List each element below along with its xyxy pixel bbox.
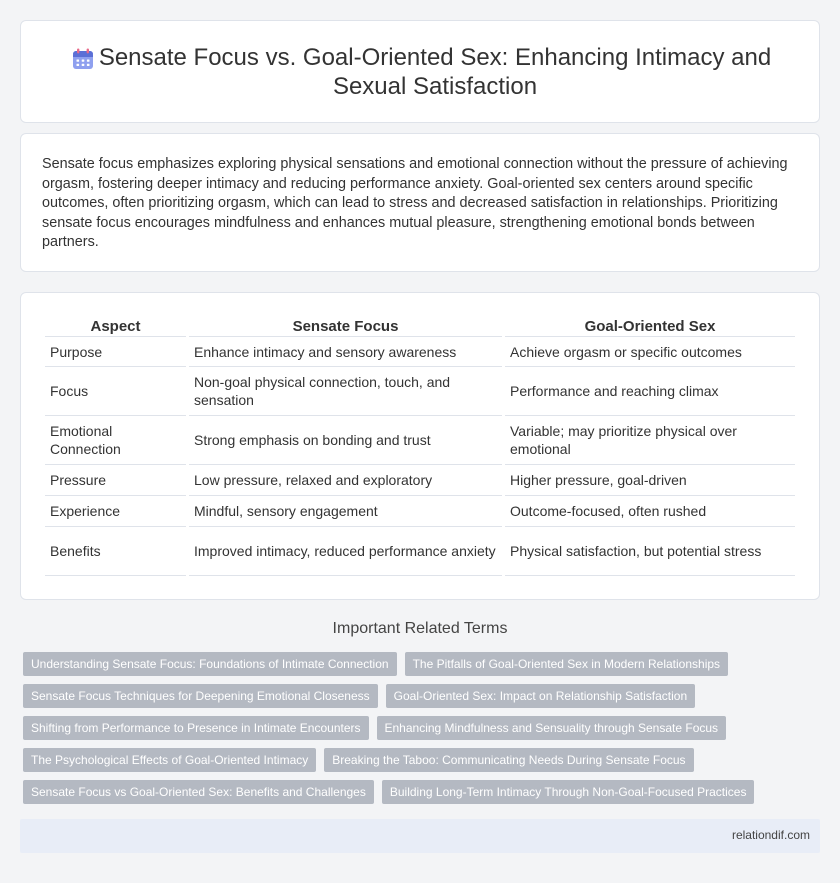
- table-row: [45, 527, 795, 576]
- comparison-table-card: [20, 292, 820, 600]
- table-header-row: [45, 316, 795, 337]
- row-goal: Outcome-focused, often rushed: [505, 496, 795, 527]
- header-goal-oriented: Goal-Oriented Sex: [505, 316, 795, 337]
- row-sensate: Improved intimacy, reduced performance anxiety: [189, 527, 502, 576]
- row-goal: Performance and reaching climax: [505, 367, 795, 416]
- row-aspect: Pressure: [45, 465, 186, 496]
- row-goal: Higher pressure, goal-driven: [505, 465, 795, 496]
- row-sensate: Low pressure, relaxed and exploratory: [189, 465, 502, 496]
- header-sensate-focus: Sensate Focus: [189, 316, 502, 337]
- row-aspect: Focus: [45, 367, 186, 416]
- row-goal: Variable; may prioritize physical over emotional: [505, 416, 795, 465]
- intro-paragraph: Sensate focus emphasizes exploring physical sensations and emotional connection without the pressure of achieving orgasm, fostering deeper intimacy and reducing performance anxiety. Goal-oriented sex centers around specific outcomes, often prioritizing orgasm, which can lead to stress and decreased satisfaction in relationships. Prioritizing sensate focus encourages mindfulness and enhances mutual pleasure, strengthening emotional bonds between partners.: [42, 156, 788, 250]
- row-aspect: Emotional Connection: [45, 416, 186, 465]
- row-sensate: Enhance intimacy and sensory awareness: [189, 337, 502, 367]
- table-row: [45, 496, 795, 527]
- page-title: Sensate Focus vs. Goal-Oriented Sex: Enhancing Intimacy and Sexual Satisfaction: [98, 43, 772, 100]
- table-row: [45, 416, 795, 465]
- table-row: [45, 337, 795, 367]
- table-row: [45, 367, 795, 416]
- row-aspect: Experience: [45, 496, 186, 527]
- related-term-tag[interactable]: Sensate Focus vs Goal-Oriented Sex: Benefits and Challenges: [23, 780, 374, 804]
- footer-site-name[interactable]: relationdif.com: [731, 828, 810, 842]
- header-card: [20, 20, 820, 123]
- related-terms-title: Important Related Terms: [332, 620, 508, 637]
- related-term-tag[interactable]: Goal-Oriented Sex: Impact on Relationship Satisfaction: [386, 684, 695, 708]
- related-term-tag[interactable]: Sensate Focus Techniques for Deepening Emotional Closeness: [23, 684, 378, 708]
- row-goal: Achieve orgasm or specific outcomes: [505, 337, 795, 367]
- comparison-table: [42, 316, 798, 576]
- row-sensate: Non-goal physical connection, touch, and sensation: [189, 367, 502, 416]
- related-term-tag[interactable]: Understanding Sensate Focus: Foundations of Intimate Connection: [23, 652, 397, 676]
- header-aspect: Aspect: [45, 316, 186, 337]
- related-term-tag[interactable]: The Pitfalls of Goal-Oriented Sex in Modern Relationships: [405, 652, 728, 676]
- related-term-tag[interactable]: The Psychological Effects of Goal-Oriented Intimacy: [23, 748, 316, 772]
- related-term-tag[interactable]: Building Long-Term Intimacy Through Non-Goal-Focused Practices: [382, 780, 755, 804]
- row-sensate: Strong emphasis on bonding and trust: [189, 416, 502, 465]
- intro-card: [20, 133, 820, 272]
- related-term-tag[interactable]: Shifting from Performance to Presence in Intimate Encounters: [23, 716, 369, 740]
- related-terms-list: [23, 652, 823, 812]
- related-term-tag[interactable]: Enhancing Mindfulness and Sensuality through Sensate Focus: [377, 716, 727, 740]
- row-sensate: Mindful, sensory engagement: [189, 496, 502, 527]
- row-aspect: Purpose: [45, 337, 186, 367]
- table-row: [45, 465, 795, 496]
- row-aspect: Benefits: [45, 527, 186, 576]
- related-term-tag[interactable]: Breaking the Taboo: Communicating Needs During Sensate Focus: [324, 748, 693, 772]
- row-goal: Physical satisfaction, but potential stress: [505, 527, 795, 576]
- footer: [20, 819, 820, 853]
